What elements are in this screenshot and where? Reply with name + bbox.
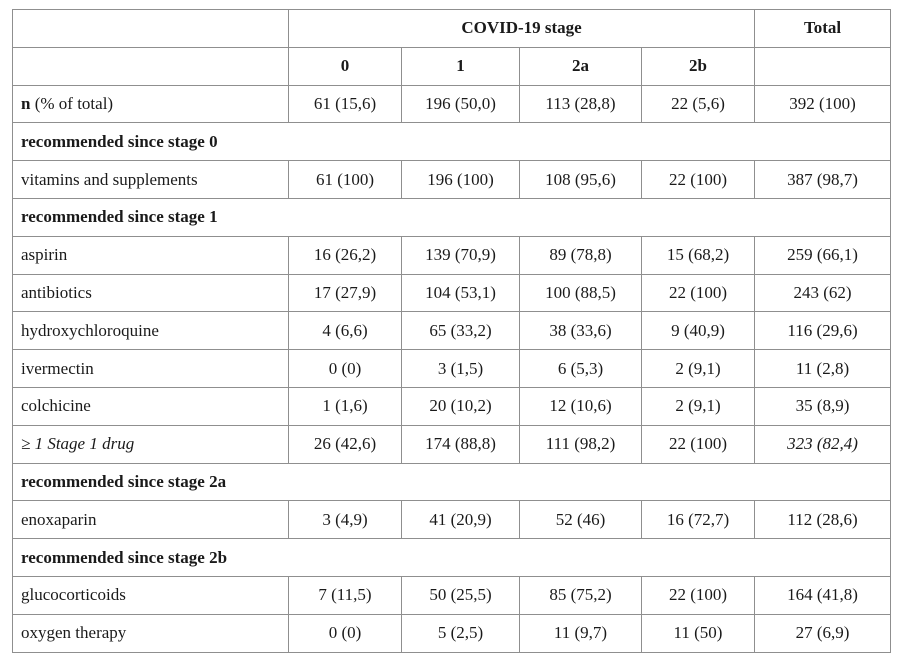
section-title: recommended since stage 1 [13, 198, 891, 236]
table-cell: 111 (98,2) [520, 425, 642, 463]
table-cell: 11 (9,7) [520, 614, 642, 652]
table-cell: 11 (2,8) [755, 350, 891, 388]
row-label: glucocorticoids [13, 576, 289, 614]
table-cell: 22 (100) [642, 161, 755, 199]
n-row-label [13, 85, 289, 123]
header-row-stages [13, 47, 891, 85]
header-stage-2a: 2a [520, 47, 642, 85]
table-cell: 12 (10,6) [520, 387, 642, 425]
table-row [13, 501, 891, 539]
section-header-row [13, 198, 891, 236]
table-cell: 52 (46) [520, 501, 642, 539]
header-stage-1: 1 [402, 47, 520, 85]
header-empty-cell [13, 10, 289, 48]
table-row [13, 387, 891, 425]
table-row [13, 312, 891, 350]
table-row [13, 614, 891, 652]
table-cell: 116 (29,6) [755, 312, 891, 350]
table-cell: 113 (28,8) [520, 85, 642, 123]
header-stage-2b: 2b [642, 47, 755, 85]
section-header-row [13, 539, 891, 577]
table-cell: 41 (20,9) [402, 501, 520, 539]
table-cell: 16 (26,2) [289, 236, 402, 274]
table-cell: 0 (0) [289, 350, 402, 388]
table-cell: 50 (25,5) [402, 576, 520, 614]
table-cell: 22 (100) [642, 576, 755, 614]
table-cell: 3 (4,9) [289, 501, 402, 539]
table-cell: 108 (95,6) [520, 161, 642, 199]
table-cell: 38 (33,6) [520, 312, 642, 350]
header-empty-cell [13, 47, 289, 85]
header-row-group [13, 10, 891, 48]
table-row-summary [13, 425, 891, 463]
table-cell: 85 (75,2) [520, 576, 642, 614]
table-cell: 9 (40,9) [642, 312, 755, 350]
table-cell: 7 (11,5) [289, 576, 402, 614]
row-label: ivermectin [13, 350, 289, 388]
table-cell: 1 (1,6) [289, 387, 402, 425]
table-cell: 22 (100) [642, 274, 755, 312]
header-total: Total [755, 10, 891, 48]
table-cell: 4 (6,6) [289, 312, 402, 350]
table-cell: 22 (100) [642, 425, 755, 463]
table-cell: 22 (5,6) [642, 85, 755, 123]
table-cell: 196 (50,0) [402, 85, 520, 123]
table-cell: 26 (42,6) [289, 425, 402, 463]
table-cell: 0 (0) [289, 614, 402, 652]
table-row [13, 236, 891, 274]
row-label: oxygen therapy [13, 614, 289, 652]
section-title: recommended since stage 2b [13, 539, 891, 577]
row-label: hydroxychloroquine [13, 312, 289, 350]
section-header-row [13, 463, 891, 501]
table-row [13, 274, 891, 312]
table-cell: 196 (100) [402, 161, 520, 199]
table-cell: 27 (6,9) [755, 614, 891, 652]
table-cell: 323 (82,4) [755, 425, 891, 463]
table-cell: 16 (72,7) [642, 501, 755, 539]
header-empty-cell [755, 47, 891, 85]
header-covid-stage: COVID-19 stage [289, 10, 755, 48]
row-label: colchicine [13, 387, 289, 425]
table-cell: 61 (100) [289, 161, 402, 199]
table-cell: 174 (88,8) [402, 425, 520, 463]
table-cell: 61 (15,6) [289, 85, 402, 123]
row-label: ≥ 1 Stage 1 drug [13, 425, 289, 463]
drug-usage-table [12, 9, 891, 653]
table-cell: 5 (2,5) [402, 614, 520, 652]
table-row [13, 350, 891, 388]
table-cell: 2 (9,1) [642, 350, 755, 388]
table-cell: 15 (68,2) [642, 236, 755, 274]
n-label-rest: (% of total) [30, 93, 114, 113]
table-cell: 259 (66,1) [755, 236, 891, 274]
table-row [13, 576, 891, 614]
row-label: antibiotics [13, 274, 289, 312]
table-cell: 2 (9,1) [642, 387, 755, 425]
n-row [13, 85, 891, 123]
table-row [13, 161, 891, 199]
table-cell: 89 (78,8) [520, 236, 642, 274]
table-cell: 392 (100) [755, 85, 891, 123]
table-cell: 100 (88,5) [520, 274, 642, 312]
table-cell: 139 (70,9) [402, 236, 520, 274]
table-cell: 6 (5,3) [520, 350, 642, 388]
row-label: vitamins and supplements [13, 161, 289, 199]
row-label: aspirin [13, 236, 289, 274]
table-cell: 243 (62) [755, 274, 891, 312]
section-header-row [13, 123, 891, 161]
table-cell: 11 (50) [642, 614, 755, 652]
n-label-bold: n [21, 93, 31, 113]
table-cell: 3 (1,5) [402, 350, 520, 388]
table-cell: 104 (53,1) [402, 274, 520, 312]
table-cell: 164 (41,8) [755, 576, 891, 614]
table-cell: 387 (98,7) [755, 161, 891, 199]
row-label: enoxaparin [13, 501, 289, 539]
section-title: recommended since stage 2a [13, 463, 891, 501]
header-stage-0: 0 [289, 47, 402, 85]
table-cell: 20 (10,2) [402, 387, 520, 425]
section-title: recommended since stage 0 [13, 123, 891, 161]
table-cell: 17 (27,9) [289, 274, 402, 312]
table-cell: 35 (8,9) [755, 387, 891, 425]
table-cell: 65 (33,2) [402, 312, 520, 350]
table-cell: 112 (28,6) [755, 501, 891, 539]
